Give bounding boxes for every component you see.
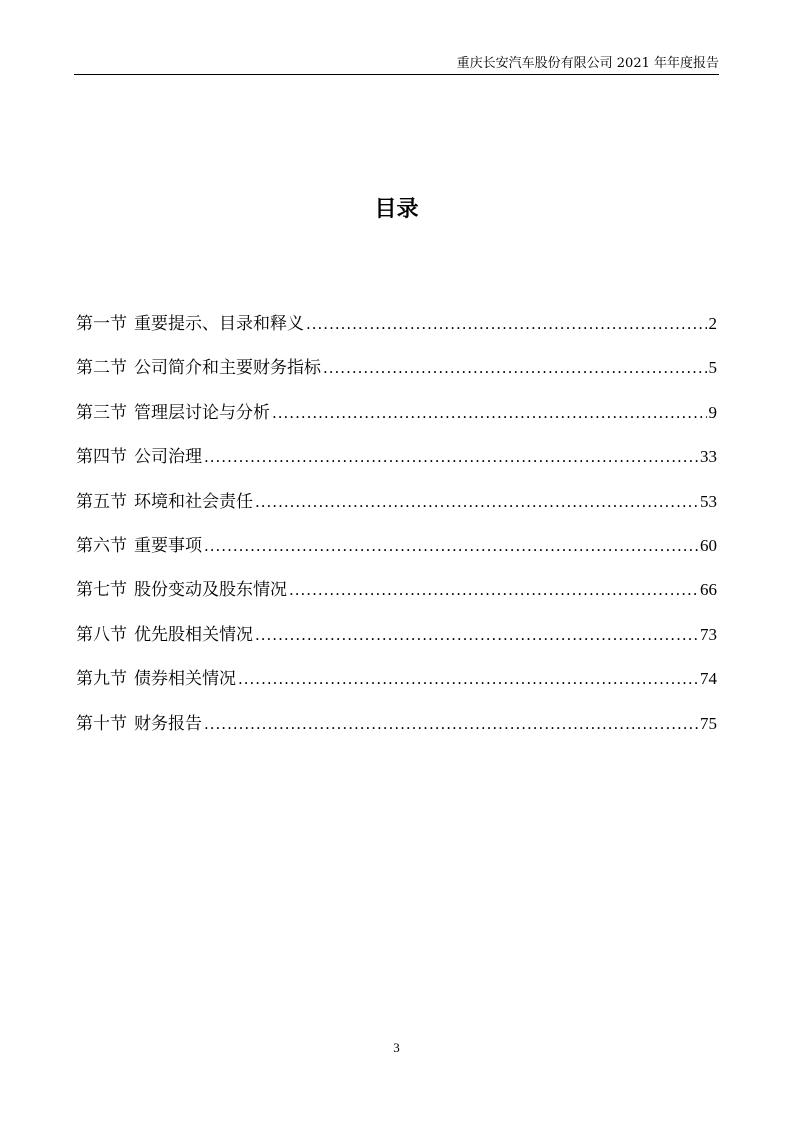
toc-dot-leader: [204, 712, 698, 736]
toc-dot-leader: [306, 312, 707, 336]
toc-section-number: 第二节: [76, 358, 127, 379]
toc-entry-label: [76, 578, 287, 602]
toc-dot-leader: [255, 490, 698, 514]
toc-section-name: 重要提示、目录和释义: [134, 314, 304, 334]
toc-dot-leader: [289, 578, 698, 602]
toc-section-number: 第四节: [76, 447, 127, 468]
toc-dot-leader: [204, 445, 698, 469]
toc-section-name: 优先股相关情况: [134, 624, 253, 645]
toc-page-number: 53: [700, 491, 717, 511]
toc-section-name: 债券相关情况: [134, 669, 236, 690]
toc-entry-label: [76, 534, 202, 558]
toc-entry-section-10[interactable]: [76, 712, 717, 756]
toc-page-number: 33: [700, 447, 717, 467]
toc-section-number: 第五节: [76, 491, 127, 512]
toc-section-name: 管理层讨论与分析: [134, 402, 270, 423]
header-divider: [74, 74, 719, 75]
toc-dot-leader: [238, 667, 698, 691]
toc-dot-leader: [272, 401, 707, 425]
toc-entry-section-9[interactable]: [76, 667, 717, 711]
toc-entry-section-3[interactable]: [76, 401, 717, 445]
toc-entry-section-1[interactable]: [76, 312, 717, 356]
toc-dot-leader: [255, 623, 698, 647]
toc-section-number: 第三节: [76, 402, 127, 423]
toc-title: 目录: [374, 197, 419, 222]
toc-page-number: 2: [708, 314, 717, 333]
toc-entry-label: [76, 401, 270, 425]
toc-entry-label: [76, 356, 321, 380]
toc-entry-section-8[interactable]: [76, 623, 717, 667]
toc-entry-section-6[interactable]: [76, 534, 717, 578]
toc-section-name: 股份变动及股东情况: [134, 580, 287, 601]
toc-dot-leader: [204, 534, 698, 558]
toc-entry-label: [76, 712, 202, 736]
toc-entry-label: [76, 490, 253, 514]
toc-section-number: 第八节: [76, 624, 127, 645]
toc-page-number: 74: [700, 669, 717, 689]
toc-section-number: 第六节: [76, 535, 127, 556]
footer-page-number: 3: [393, 1040, 400, 1055]
toc-section-name: 公司治理: [134, 447, 202, 468]
toc-section-name: 财务报告: [134, 713, 202, 734]
table-of-contents: [76, 312, 717, 756]
toc-page-number: 60: [700, 535, 717, 555]
toc-page-number: 75: [700, 713, 717, 733]
toc-section-name: 重要事项: [134, 535, 202, 556]
toc-page-number: 73: [700, 624, 717, 644]
toc-entry-section-5[interactable]: [76, 490, 717, 534]
toc-entry-section-7[interactable]: [76, 578, 717, 622]
toc-section-number: 第七节: [76, 580, 127, 601]
toc-entry-label: [76, 312, 304, 336]
toc-entry-label: [76, 667, 236, 691]
toc-page-number: 5: [708, 358, 717, 378]
toc-section-name: 公司简介和主要财务指标: [134, 358, 321, 379]
running-header: 重庆长安汽车股份有限公司 2021 年年度报告: [456, 56, 719, 71]
toc-section-number: 第九节: [76, 669, 127, 690]
toc-entry-section-2[interactable]: [76, 356, 717, 400]
toc-section-name: 环境和社会责任: [134, 491, 253, 512]
toc-page-number: 66: [700, 580, 717, 600]
toc-dot-leader: [323, 356, 707, 380]
toc-entry-section-4[interactable]: [76, 445, 717, 489]
toc-entry-label: [76, 623, 253, 647]
toc-entry-label: [76, 445, 202, 469]
toc-section-number: 第一节: [76, 314, 127, 334]
toc-page-number: 9: [708, 402, 717, 422]
toc-section-number: 第十节: [76, 713, 127, 734]
